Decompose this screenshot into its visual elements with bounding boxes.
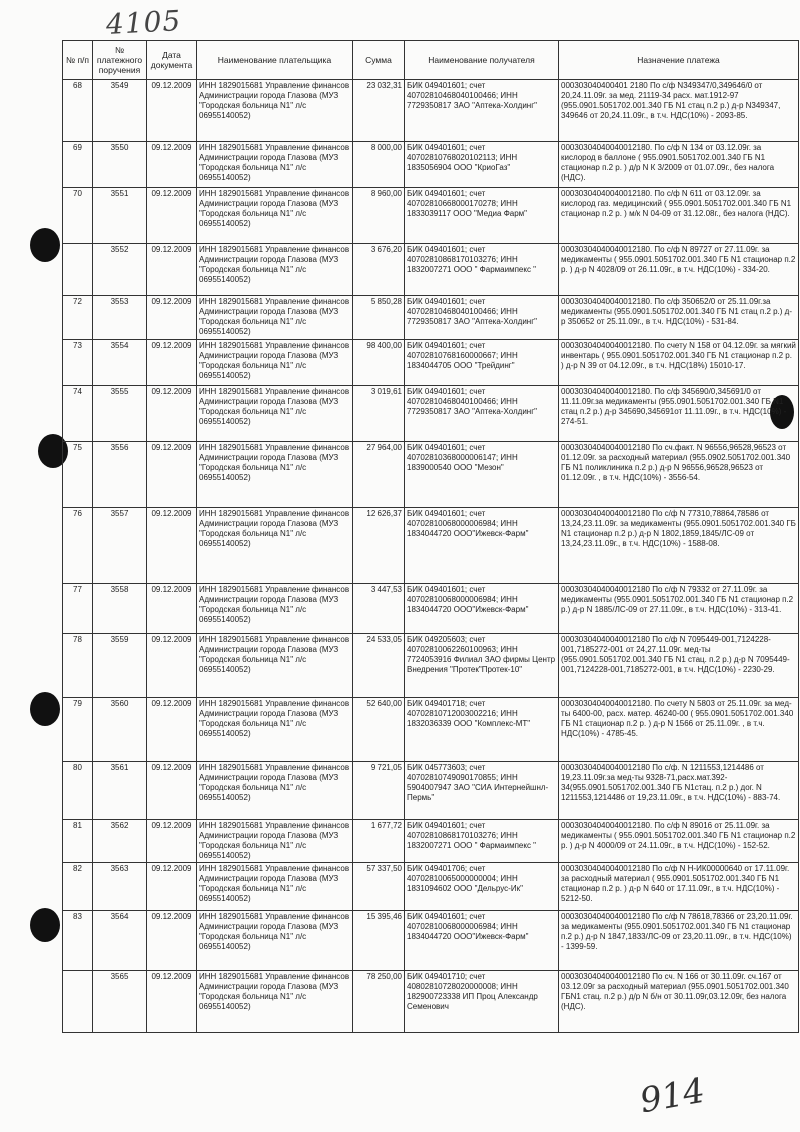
column-header: Сумма	[353, 41, 405, 80]
amount: 5 850,28	[353, 296, 405, 340]
amount: 15 395,46	[353, 911, 405, 971]
payer-name: ИНН 1829015681 Управление финансов Администрации города Глазова (МУЗ "Городская больница N1" л/с 06955140052)	[197, 244, 353, 296]
table-row	[63, 442, 799, 508]
table-row	[63, 386, 799, 442]
document-date: 09.12.2009	[147, 142, 197, 188]
document-date: 09.12.2009	[147, 386, 197, 442]
row-number	[63, 244, 93, 296]
payment-purpose: 00030304040040012180 По сч.факт. N 96556,96528,96523 от 01.12.09г. за расходный материал (955.0902.5051702.001.340 ГБ N1 поликлиника п.2 р.) д-р N 96556,96528,96523 от 01.12.09г. , в т.ч. НДС(10%) - 3556-54.	[559, 442, 799, 508]
payment-order-number: 3553	[93, 296, 147, 340]
payment-order-number: 3562	[93, 820, 147, 863]
payment-purpose: 000303040400401 2180 По с/ф N349347/0,349646/0 от 20,24.11.09г. за мед. 21119-34 расх. мат.1912-97 (955.0901.5051702.001.340 ГБ N1 стац п.2 р.) д-р N349347, 349646 от 20,24.11.09г., в т.ч. НДС(10%) - 2093-85.	[559, 80, 799, 142]
recipient-name: БИК 049401718; счет 40702810712003002216; ИНН 1832036339 ООО "Комплекс-МТ"	[405, 698, 559, 762]
recipient-name: БИК 049401601; счет 40702810368000006147; ИНН 1839000540 ООО "Мезон"	[405, 442, 559, 508]
payment-order-number: 3550	[93, 142, 147, 188]
recipient-name: БИК 049401601; счет 40702810468040100466; ИНН 7729350817 ЗАО "Аптека-Холдинг"	[405, 386, 559, 442]
column-header: Наименование получателя	[405, 41, 559, 80]
document-date: 09.12.2009	[147, 911, 197, 971]
recipient-name: БИК 049401601; счет 40702810668000170278; ИНН 1833039117 ООО "Медиа Фарм"	[405, 188, 559, 244]
payments-table	[62, 40, 799, 1033]
payment-order-number: 3559	[93, 634, 147, 698]
table-row	[63, 698, 799, 762]
payer-name: ИНН 1829015681 Управление финансов Администрации города Глазова (МУЗ "Городская больница N1" л/с 06955140052)	[197, 296, 353, 340]
table-row	[63, 296, 799, 340]
row-number: 68	[63, 80, 93, 142]
recipient-name: БИК 049205603; счет 40702810062260100963; ИНН 7724053916 Филиал ЗАО фирмы Центр Внедрения "Протек"Протек-10"	[405, 634, 559, 698]
recipient-name: БИК 049401601; счет 40702810068000006984; ИНН 1834044720 ООО"Ижевск-Фарм"	[405, 584, 559, 634]
table-row	[63, 911, 799, 971]
document-date: 09.12.2009	[147, 820, 197, 863]
table-row	[63, 584, 799, 634]
payment-purpose: 00030304040040012180. По с/ф N 89016 от 25.11.09г. за медикаменты ( 955.0901.5051702.001.340 ГБ N1 стационар п.2 р. ) д-р N 4000/09 от 24.11.09г., в т.ч. НДС(10%) - 152-52.	[559, 820, 799, 863]
payer-name: ИНН 1829015681 Управление финансов Администрации города Глазова (МУЗ "Городская больница N1" л/с 06955140052)	[197, 863, 353, 911]
payment-purpose: 00030304040040012180 По с/ф N 7095449-001,7124228-001,7185272-001 от 24,27.11.09г. мед-ты (955.0901.5051702.001.340 ГБ N1 стац. п.2 р.) д-р N 7095449-001,7124228-001,7185272-001, в т.ч. НДС(10%) - 2230-29.	[559, 634, 799, 698]
document-date: 09.12.2009	[147, 584, 197, 634]
payment-purpose: 00030304040040012180. По с/ф N 134 от 03.12.09г. за кислород в баллоне ( 955.0901.5051702.001.340 ГБ N1 стационар п.2 р. ) д/р N К 3/2009 от 01.07.09г., без налога (НДС).	[559, 142, 799, 188]
table-row	[63, 340, 799, 386]
payment-purpose: 00030304040040012180 По с/ф N 77310,78864,78586 от 13,24,23.11.09г. за медикаменты (955.0901.5051702.001.340 ГБ N1 стационар п.2 р.) д-р N 1802,1859,1845/ЛС-09 от 13,24,23.11.09г., в т.ч. НДС(10%) - 1588-08.	[559, 508, 799, 584]
punch-hole	[30, 908, 60, 942]
recipient-name: БИК 049401601; счет 40702810468040100466; ИНН 7729350817 ЗАО "Аптека-Холдинг"	[405, 80, 559, 142]
amount: 23 032,31	[353, 80, 405, 142]
amount: 12 626,37	[353, 508, 405, 584]
column-header: № платежного поручения	[93, 41, 147, 80]
row-number: 78	[63, 634, 93, 698]
payer-name: ИНН 1829015681 Управление финансов Администрации города Глазова (МУЗ "Городская больница N1" л/с 06955140052)	[197, 634, 353, 698]
payment-purpose: 00030304040040012180 По с/ф N 79332 от 27.11.09г. за медикаменты (955.0901.5051702.001.340 ГБ N1 стационар п.2 р.) д-р N 1885/ЛС-09 от 27.11.09г., в т.ч. НДС(10%) - 313-41.	[559, 584, 799, 634]
amount: 8 000,00	[353, 142, 405, 188]
document-date: 09.12.2009	[147, 508, 197, 584]
amount: 9 721,05	[353, 762, 405, 820]
table-row	[63, 508, 799, 584]
payment-order-number: 3554	[93, 340, 147, 386]
payer-name: ИНН 1829015681 Управление финансов Администрации города Глазова (МУЗ "Городская больница N1" л/с 06955140052)	[197, 911, 353, 971]
payment-purpose: 00030304040040012180. По счету N 158 от 04.12.09г. за мягкий инвентарь ( 955.0901.5051702.001.340 ГБ N1 стационар п.2 р. ) д-р N 39 от 04.12.09г., в т.ч. НДС(18%) 15010-17.	[559, 340, 799, 386]
table-body	[63, 80, 799, 1033]
payer-name: ИНН 1829015681 Управление финансов Администрации города Глазова (МУЗ "Городская больница N1" л/с 06955140052)	[197, 340, 353, 386]
payment-purpose: 00030304040040012180. По счету N 5803 от 25.11.09г. за мед-ты 6400-00, расх. матер. 46240-00 ( 955.0901.5051702.001.340 ГБ N1 стационар п.2 р. ) д-р N 1566 от 25.11.09г. , в т.ч. НДС(10%) - 4785-45.	[559, 698, 799, 762]
table-row	[63, 244, 799, 296]
payer-name: ИНН 1829015681 Управление финансов Администрации города Глазова (МУЗ "Городская больница N1" л/с 06955140052)	[197, 142, 353, 188]
amount: 8 960,00	[353, 188, 405, 244]
row-number: 70	[63, 188, 93, 244]
document-date: 09.12.2009	[147, 244, 197, 296]
document-date: 09.12.2009	[147, 762, 197, 820]
payment-purpose: 00030304040040012180. По с/ф 345690/0,345691/0 от 11.11.09г.за медикаменты (955.0901.5051702.001.340 ГБ N1 стац п.2 р.) д-р 345690,345691от 11.11.09г., в т.ч. НДС(10%) - 274-51.	[559, 386, 799, 442]
document-date: 09.12.2009	[147, 80, 197, 142]
row-number: 73	[63, 340, 93, 386]
recipient-name: БИК 049401706; счет 40702810065000000004; ИНН 1831094602 ООО "Дельрус-Ик"	[405, 863, 559, 911]
row-number: 80	[63, 762, 93, 820]
document-date: 09.12.2009	[147, 340, 197, 386]
payment-order-number: 3561	[93, 762, 147, 820]
table-header	[63, 41, 799, 80]
document-date: 09.12.2009	[147, 698, 197, 762]
payment-order-number: 3560	[93, 698, 147, 762]
row-number: 69	[63, 142, 93, 188]
amount: 3 019,61	[353, 386, 405, 442]
recipient-name: БИК 049401601; счет 40702810868170103276; ИНН 1832007271 ООО " Фармаимпекс "	[405, 244, 559, 296]
payer-name: ИНН 1829015681 Управление финансов Администрации города Глазова (МУЗ "Городская больница N1" л/с 06955140052)	[197, 442, 353, 508]
table-row	[63, 820, 799, 863]
payment-purpose: 00030304040040012180. По с/ф 350652/0 от 25.11.09г.за медикаменты (955.0901.5051702.001.340 ГБ N1 стац п.2 р.) д-р 350652 от 25.11.09г., в т.ч. НДС(10%) - 531-84.	[559, 296, 799, 340]
payment-order-number: 3563	[93, 863, 147, 911]
column-header: Наименование плательщика	[197, 41, 353, 80]
document-date: 09.12.2009	[147, 971, 197, 1033]
row-number: 72	[63, 296, 93, 340]
payment-order-number: 3549	[93, 80, 147, 142]
punch-hole	[30, 692, 60, 726]
amount: 52 640,00	[353, 698, 405, 762]
payer-name: ИНН 1829015681 Управление финансов Администрации города Глазова (МУЗ "Городская больница N1" л/с 06955140052)	[197, 188, 353, 244]
payer-name: ИНН 1829015681 Управление финансов Администрации города Глазова (МУЗ "Городская больница N1" л/с 06955140052)	[197, 971, 353, 1033]
document-date: 09.12.2009	[147, 863, 197, 911]
payment-order-number: 3555	[93, 386, 147, 442]
payment-purpose: 00030304040040012180 По с/ф N 78618,78366 от 23,20.11.09г. за медикаменты (955.0901.5051702.001.340 ГБ N1 стационар п.2 р.) д-р N 1847,1833/ЛС-09 от 23,20.11.09г., в т.ч. НДС(10%) - 1399-59.	[559, 911, 799, 971]
recipient-name: БИК 049401601; счет 40702810068000006984; ИНН 1834044720 ООО"Ижевск-Фарм"	[405, 508, 559, 584]
document-date: 09.12.2009	[147, 296, 197, 340]
payment-order-number: 3565	[93, 971, 147, 1033]
payment-purpose: 00030304040040012180 По с/ф N Н-ИК00000640 от 17.11.09г. за расходный материал ( 955.0901.5051702.001.340 ГБ N1 стационар п.2 р. ) д-р N 640 от 17.11.09г., в т.ч. НДС(10%) - 5212-50.	[559, 863, 799, 911]
payment-order-number: 3551	[93, 188, 147, 244]
column-header: Назначение платежа	[559, 41, 799, 80]
payment-purpose: 00030304040040012180. По с/ф N 611 от 03.12.09г. за кислород газ. медицинский ( 955.0901.5051702.001.340 ГБ N1 стационар п.2 р. ) м/к N 04-09 от 31.12.08г., без налога (НДС).	[559, 188, 799, 244]
recipient-name: БИК 049401710; счет 40802810728020000008; ИНН 182900723338 ИП Проц Александр Семенович	[405, 971, 559, 1033]
row-number: 77	[63, 584, 93, 634]
payment-order-number: 3552	[93, 244, 147, 296]
payment-order-number: 3558	[93, 584, 147, 634]
payment-order-number: 3556	[93, 442, 147, 508]
column-header: Дата документа	[147, 41, 197, 80]
payer-name: ИНН 1829015681 Управление финансов Администрации города Глазова (МУЗ "Городская больница N1" л/с 06955140052)	[197, 584, 353, 634]
payer-name: ИНН 1829015681 Управление финансов Администрации города Глазова (МУЗ "Городская больница N1" л/с 06955140052)	[197, 698, 353, 762]
table-row	[63, 634, 799, 698]
recipient-name: БИК 049401601; счет 40702810468040100466; ИНН 7729350817 ЗАО "Аптека-Холдинг"	[405, 296, 559, 340]
payment-order-number: 3564	[93, 911, 147, 971]
row-number: 75	[63, 442, 93, 508]
payment-order-number: 3557	[93, 508, 147, 584]
table-row	[63, 142, 799, 188]
table-row	[63, 188, 799, 244]
row-number: 83	[63, 911, 93, 971]
recipient-name: БИК 049401601; счет 40702810068000006984; ИНН 1834044720 ООО"Ижевск-Фарм"	[405, 911, 559, 971]
row-number: 79	[63, 698, 93, 762]
amount: 1 677,72	[353, 820, 405, 863]
handwritten-page-number: 4105	[105, 4, 183, 41]
payer-name: ИНН 1829015681 Управление финансов Администрации города Глазова (МУЗ "Городская больница N1" л/с 06955140052)	[197, 386, 353, 442]
column-header: № п/п	[63, 41, 93, 80]
amount: 24 533,05	[353, 634, 405, 698]
document-date: 09.12.2009	[147, 188, 197, 244]
recipient-name: БИК 045773603; счет 40702810749090170855; ИНН 5904007947 ЗАО "СИА Интернейшнл-Пермь"	[405, 762, 559, 820]
payment-purpose: 00030304040040012180 По сч. N 166 от 30.11.09г. сч.167 от 03.12.09г за расходный материал (955.0901.5051702.001.340 ГБN1 стац. п.2 р.) д/р N б/н от 30.11.09г,03.12.09г, без налога (НДС).	[559, 971, 799, 1033]
row-number	[63, 971, 93, 1033]
table-row	[63, 80, 799, 142]
payment-purpose: 00030304040040012180. По с/ф N 89727 от 27.11.09г. за медикаменты ( 955.0901.5051702.001.340 ГБ N1 стационар п.2 р. ) д-р N 4028/09 от 26.11.09г., в т.ч. НДС(10%) - 334-20.	[559, 244, 799, 296]
amount: 27 964,00	[353, 442, 405, 508]
recipient-name: БИК 049401601; счет 40702810768020102113; ИНН 1835056904 ООО "КриоГаз"	[405, 142, 559, 188]
amount: 78 250,00	[353, 971, 405, 1033]
document-date: 09.12.2009	[147, 442, 197, 508]
payer-name: ИНН 1829015681 Управление финансов Администрации города Глазова (МУЗ "Городская больница N1" л/с 06955140052)	[197, 80, 353, 142]
handwritten-sheet-number: 914	[637, 1070, 708, 1122]
row-number: 74	[63, 386, 93, 442]
payment-purpose: 00030304040040012180 По с/ф. N 1211553,1214486 от 19,23.11.09г.за мед-ты 9328-71,расх.мат.392-34(955.0901.5051702.001.340 ГБ N1стац. п.2 р.) дог. N 1211553,1214486 от 19,23.11.09г., в т.ч. НДС(10%) - 883-74.	[559, 762, 799, 820]
amount: 3 447,53	[353, 584, 405, 634]
recipient-name: БИК 049401601; счет 40702810868170103276; ИНН 1832007271 ООО " Фармаимпекс "	[405, 820, 559, 863]
document-date: 09.12.2009	[147, 634, 197, 698]
payer-name: ИНН 1829015681 Управление финансов Администрации города Глазова (МУЗ "Городская больница N1" л/с 06955140052)	[197, 508, 353, 584]
table-row	[63, 971, 799, 1033]
amount: 98 400,00	[353, 340, 405, 386]
row-number: 81	[63, 820, 93, 863]
row-number: 76	[63, 508, 93, 584]
amount: 3 676,20	[353, 244, 405, 296]
recipient-name: БИК 049401601; счет 40702810768160000667; ИНН 1834044705 ООО "Трейдинг"	[405, 340, 559, 386]
table-row	[63, 863, 799, 911]
amount: 57 337,50	[353, 863, 405, 911]
row-number: 82	[63, 863, 93, 911]
payer-name: ИНН 1829015681 Управление финансов Администрации города Глазова (МУЗ "Городская больница N1" л/с 06955140052)	[197, 762, 353, 820]
payer-name: ИНН 1829015681 Управление финансов Администрации города Глазова (МУЗ "Городская больница N1" л/с 06955140052)	[197, 820, 353, 863]
table-row	[63, 762, 799, 820]
punch-hole	[30, 228, 60, 262]
